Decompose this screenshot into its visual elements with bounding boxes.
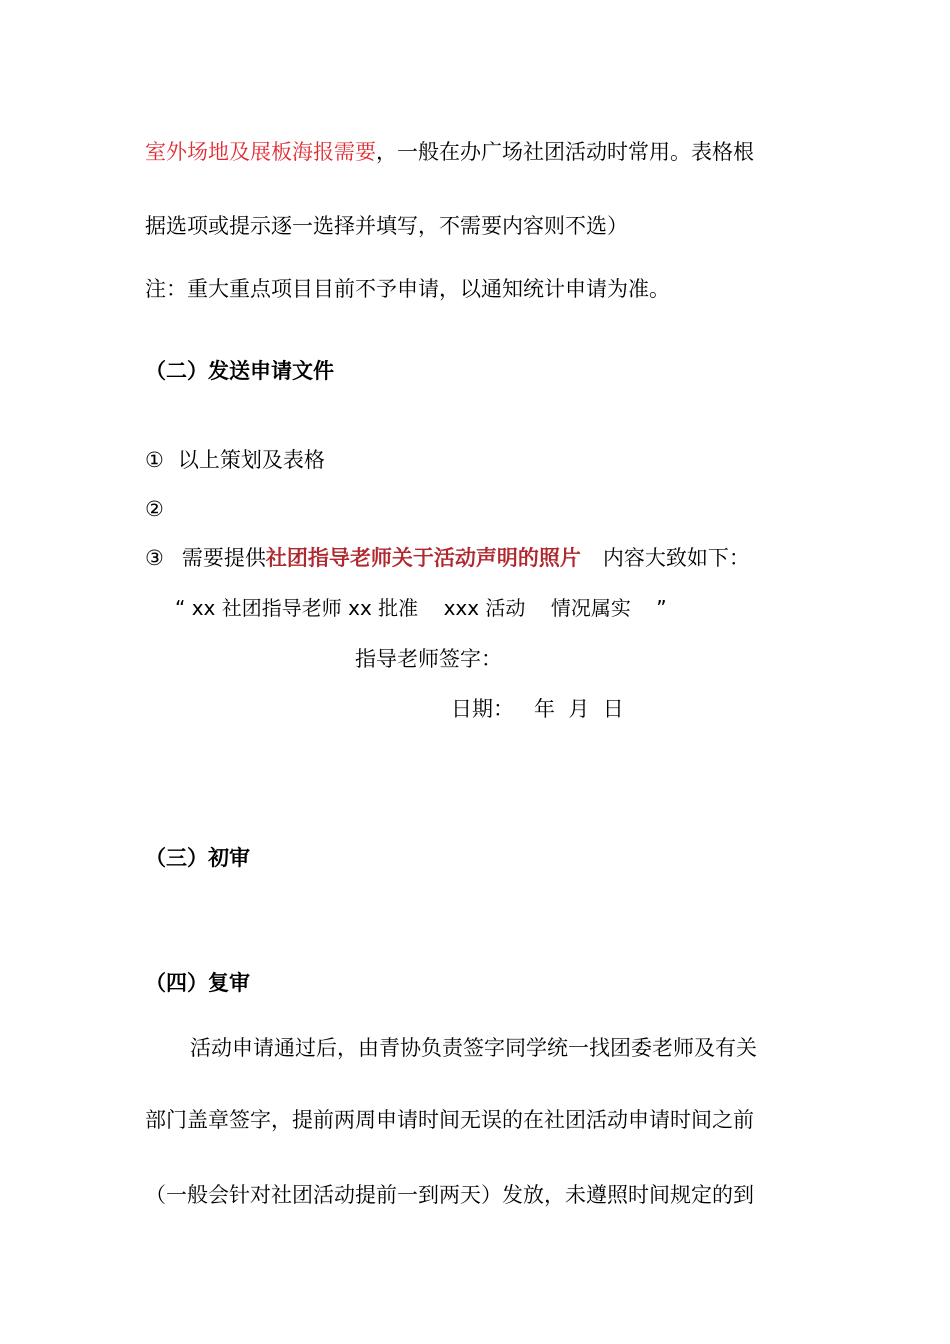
quote-text: “ xx 社团指导老师 xx 批准 xxx 活动 情况属实 ”: [175, 596, 667, 620]
list-item-1: [145, 445, 325, 475]
para1-line1: [145, 137, 754, 167]
para1-line2: 据选项或提示逐一选择并填写，不需要内容则不选）: [145, 214, 628, 238]
section4-line2: 部门盖章签字，提前两周申请时间无误的在社团活动申请时间之前: [145, 1108, 754, 1132]
list-number-2: ②: [145, 497, 164, 521]
para1-red-text: 室外场地及展板海报需要: [145, 140, 376, 164]
list-text-3-highlight: 社团指导老师关于活动声明的照片: [265, 546, 581, 570]
para1-rest-text: ，一般在办广场社团活动时常用。表格根: [376, 140, 754, 164]
list-item-2: [145, 494, 164, 524]
list-text-3-suffix: 内容大致如下：: [602, 546, 750, 570]
date-label: 日期： 年 月 日: [451, 697, 624, 721]
note-text: 注：重大重点项目目前不予申请，以通知统计申请为准。: [145, 277, 670, 301]
list-item-3: [145, 543, 750, 573]
list-number-1: ①: [145, 448, 164, 472]
list-number-3: ③: [145, 546, 164, 570]
list-text-1: 以上策划及表格: [177, 448, 325, 472]
section4-heading: （四）复审: [145, 970, 250, 995]
signature-label: 指导老师签字：: [355, 647, 502, 671]
section4-line3: （一般会针对社团活动提前一到两天）发放，未遵照时间规定的到: [145, 1183, 754, 1207]
section3-heading: （三）初审: [145, 845, 250, 870]
section4-line1: 活动申请通过后，由青协负责签字同学统一找团委老师及有关: [190, 1036, 757, 1060]
section2-heading: （二）发送申请文件: [145, 358, 334, 383]
list-text-3-prefix: 需要提供: [181, 546, 266, 570]
